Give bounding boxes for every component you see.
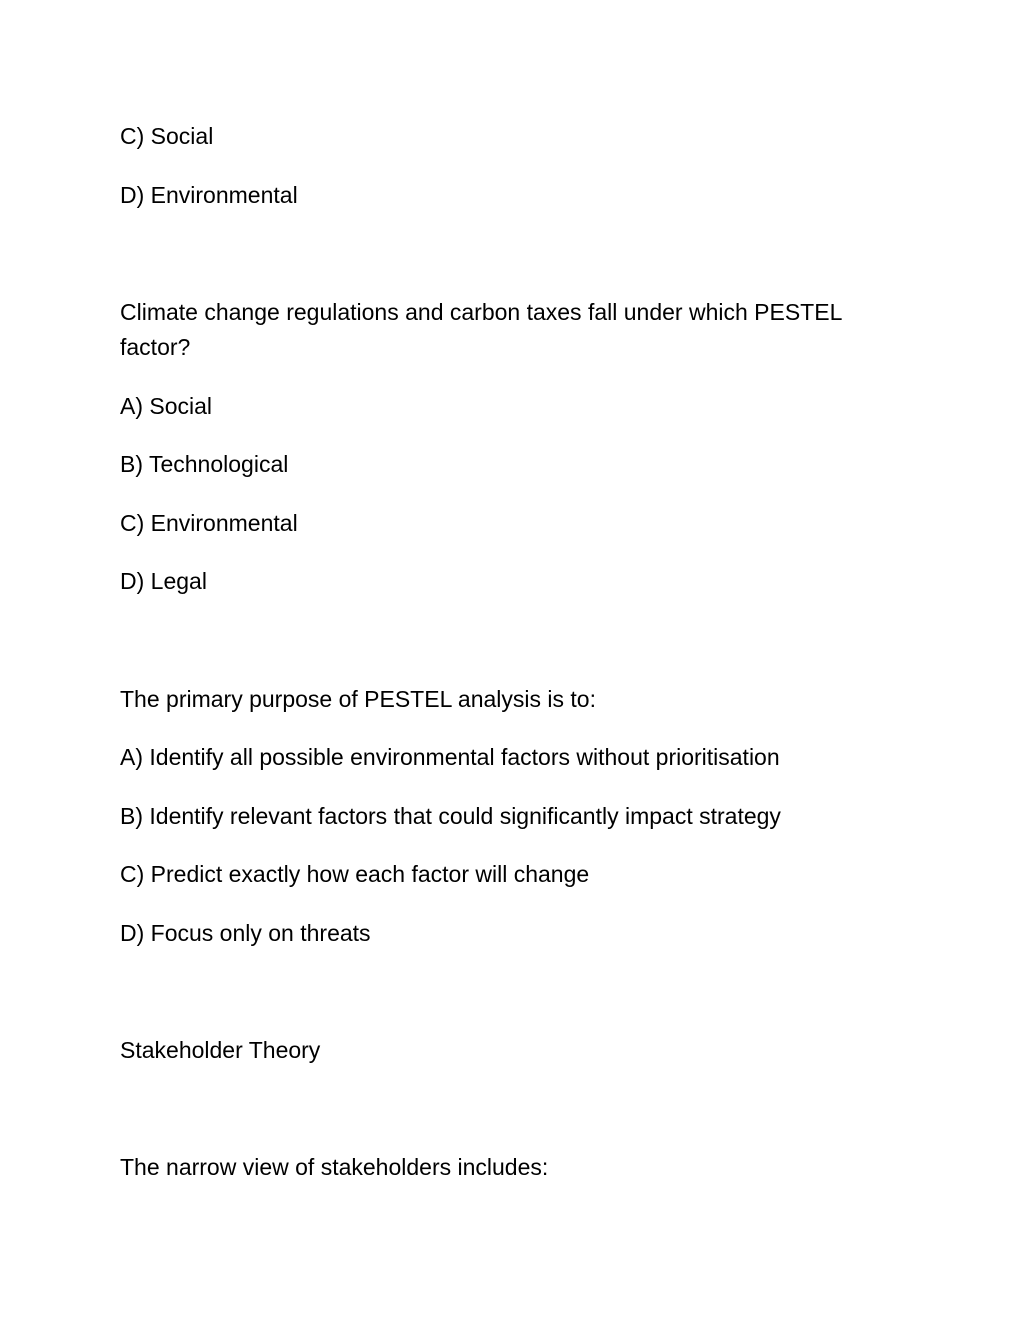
option-a-social: A) Social bbox=[120, 393, 213, 419]
option-b-technological: B) Technological bbox=[120, 451, 289, 477]
option-d-environmental: D) Environmental bbox=[120, 182, 298, 208]
option-b-identify-relevant: B) Identify relevant factors that could significantly impact strategy bbox=[120, 803, 781, 829]
option-c-social: C) Social bbox=[120, 123, 214, 149]
option-c-environmental: C) Environmental bbox=[120, 510, 298, 536]
question-pestel-purpose: The primary purpose of PESTEL analysis is to: bbox=[120, 686, 596, 712]
option-d-threats: D) Focus only on threats bbox=[120, 920, 371, 946]
section-heading-stakeholder-theory: Stakeholder Theory bbox=[120, 1037, 321, 1063]
option-c-predict: C) Predict exactly how each factor will change bbox=[120, 861, 590, 887]
option-a-identify-all: A) Identify all possible environmental factors without prioritisation bbox=[120, 744, 780, 770]
question-narrow-view: The narrow view of stakeholders includes: bbox=[120, 1154, 549, 1180]
option-d-legal: D) Legal bbox=[120, 568, 207, 594]
question-climate-change: Climate change regulations and carbon taxes fall under which PESTEL factor? bbox=[120, 299, 842, 360]
